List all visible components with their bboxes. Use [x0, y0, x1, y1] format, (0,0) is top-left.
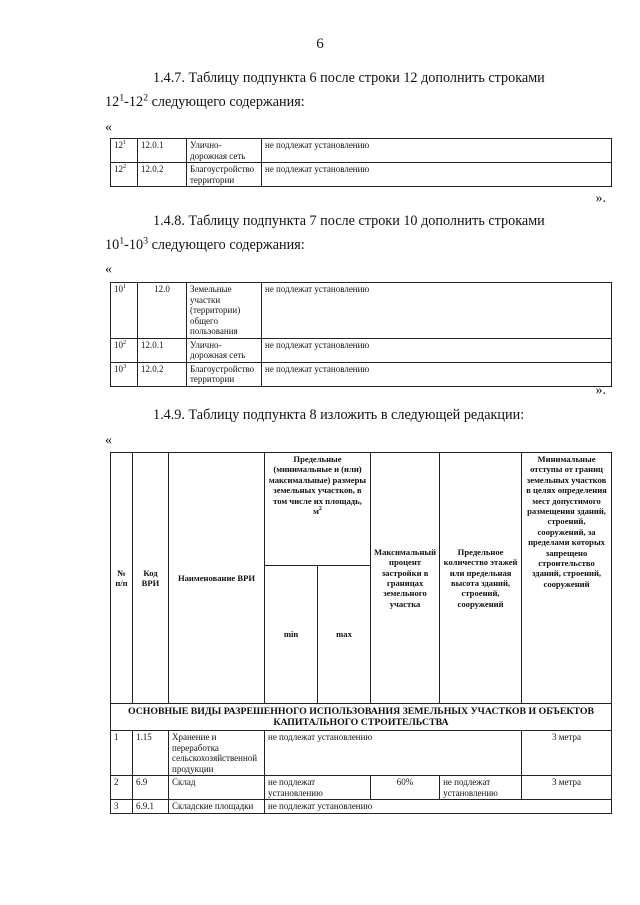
header-floors: Предельное количество этажей или предельная высота зданий, строений, сооружений: [440, 453, 522, 704]
section-149-paragraph: 1.4.9. Таблицу подпункта 8 изложить в следующей редакции:: [153, 407, 525, 423]
header-min: min: [265, 566, 318, 704]
page-number: 6: [316, 36, 324, 52]
table-row: $10^1$ 12.0 Земельные участки (территории) общего пользования не подлежат установлению: [111, 283, 612, 339]
close-quote: ».: [595, 191, 606, 206]
header-percent: Максимальный процент застройки в границах земельного участка: [371, 453, 440, 704]
table-row: 1 1.15 Хранение и переработка сельскохозяйственной продукции не подлежат установлению 3 метра: [111, 731, 612, 776]
section-148-paragraph: 1.4.8. Таблицу подпункта 7 после строки 10 дополнить строками: [153, 213, 545, 229]
header-num: № п/п: [111, 453, 133, 704]
table-row: $12^2$ 12.0.2 Благоустройство территории не подлежат установлению: [111, 163, 612, 187]
table-147: [110, 138, 612, 187]
open-quote: «: [105, 262, 112, 277]
table-header-row: [111, 453, 612, 566]
table-row: $10^3$ 12.0.2 Благоустройство территории не подлежат установлению: [111, 362, 612, 386]
close-quote: ».: [595, 383, 606, 398]
table-149: [110, 452, 612, 814]
section-147-paragraph: [105, 66, 615, 90]
section-147-line1: 1.4.7. Таблицу подпункта 6 после строки 12 дополнить строками: [153, 70, 545, 86]
table-row: 3 6.9.1 Складские площадки не подлежат установлению: [111, 800, 612, 814]
open-quote: «: [105, 120, 112, 135]
table-row: $10^2$ 12.0.1 Улично-дорожная сеть не подлежат установлению: [111, 338, 612, 362]
section-148-paragraph-line2: $10^1-10^3$ следующего содержания:: [105, 235, 305, 253]
table-148: [110, 282, 612, 387]
table-row: $12^1$ 12.0.1 Улично-дорожная сеть не подлежат установлению: [111, 139, 612, 163]
header-name: Наименование ВРИ: [169, 453, 265, 704]
header-offsets: Минимальные отступы от границ земельных участков в целях определения мест допустимого размещения зданий, строений, сооружений, за пределами которых запрещено строительство зданий, строений, сооружений: [522, 453, 612, 704]
section-title-row: [111, 704, 612, 731]
table-row: 2 6.9 Склад не подлежат установлению 60% не подлежат установлению 3 метра: [111, 776, 612, 800]
section-147-paragraph-line2: $12^1-12^2$ следующего содержания:: [105, 92, 305, 110]
header-sizes: Предельные (минимальные и (или) максимальные) размеры земельных участков, в том числе их площадь, $м^2$: [265, 453, 371, 566]
header-max: max: [318, 566, 371, 704]
header-code: Код ВРИ: [133, 453, 169, 704]
open-quote: «: [105, 433, 112, 448]
section-title: ОСНОВНЫЕ ВИДЫ РАЗРЕШЕННОГО ИСПОЛЬЗОВАНИЯ ЗЕМЕЛЬНЫХ УЧАСТКОВ И ОБЪЕКТОВ КАПИТАЛЬНОГО СТРОИТЕЛЬСТВА: [111, 704, 612, 731]
